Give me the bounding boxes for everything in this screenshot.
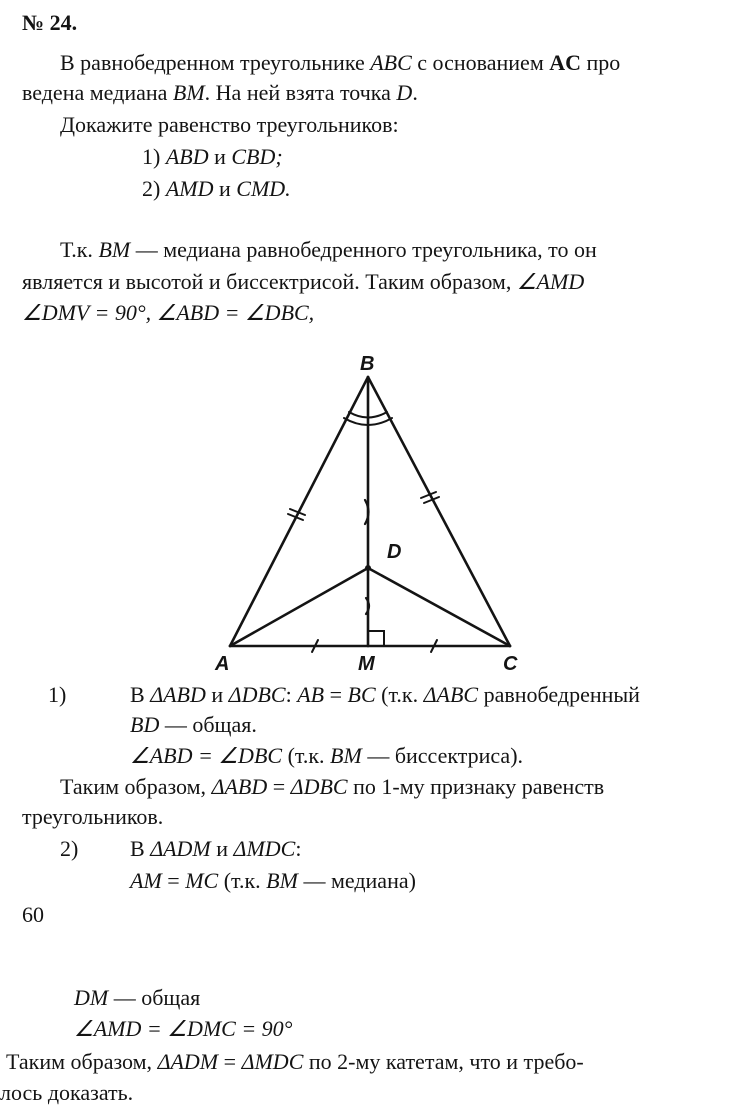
proof-1-line-2: BD — общая. [130, 712, 257, 737]
page-number: 60 [22, 902, 44, 927]
conclusion-2-line-1: Таким образом, ΔADM = ΔMDC по 2-му катетам, что и требо- [6, 1049, 584, 1074]
label-b: B [360, 353, 375, 375]
task-text: Докажите равенство треугольников: [60, 112, 399, 137]
conclusion-2-line-2: лось доказать. [0, 1080, 134, 1105]
proof-1-number: 1) [48, 682, 67, 707]
proof-2-line-4: ∠AMD = ∠DMC = 90° [74, 1016, 293, 1041]
problem-number: № 24. [22, 10, 78, 35]
proof-1-line-1: В ΔABD и ΔDBC: AB = BC (т.к. ΔABC равнобедренный [130, 682, 640, 707]
point-d [365, 565, 371, 571]
task-item-1: 1) ABD и CBD; [142, 144, 283, 169]
right-angle-mark [368, 631, 384, 646]
solution-line-2: является и высотой и биссектрисой. Таким образом, ∠AMD [22, 269, 585, 294]
solution-line-1: Т.к. BM — медиана равнобедренного треугольника, то он [60, 237, 597, 262]
label-m: M [358, 653, 375, 675]
statement-line-2: ведена медиана BM. На ней взята точка D. [22, 80, 418, 105]
proof-2-number: 2) [60, 836, 79, 861]
proof-2-line-1: В ΔADM и ΔMDC: [130, 836, 302, 861]
label-c: C [503, 653, 518, 675]
proof-2-line-3: DM — общая [74, 985, 201, 1010]
task-item-2: 2) AMD и CMD. [142, 176, 291, 201]
proof-1-line-3: ∠ABD = ∠DBC (т.к. BM — биссектриса). [130, 743, 524, 768]
proof-2-line-2: AM = MC (т.к. BM — медиана) [130, 868, 416, 893]
label-d: D [387, 541, 402, 563]
solution-line-3: ∠DMV = 90°, ∠ABD = ∠DBC, [22, 300, 315, 325]
conclusion-1-line-1: Таким образом, ΔABD = ΔDBC по 1-му признаку равенств [60, 774, 605, 799]
conclusion-1-line-2: треугольников. [22, 804, 164, 829]
statement-line-1: В равнобедренном треугольнике ABC с основанием AC про [60, 50, 621, 75]
label-a: A [215, 653, 230, 675]
